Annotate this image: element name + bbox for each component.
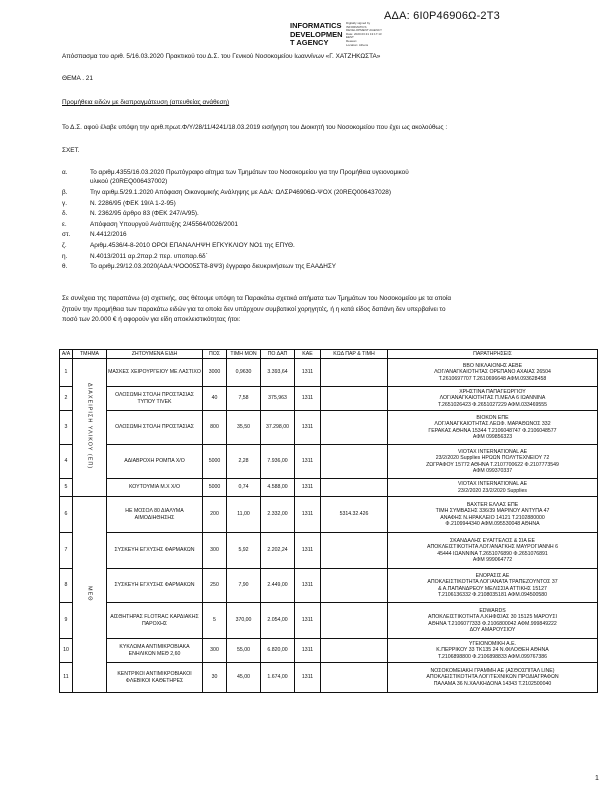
ada-code: ΑΔΑ: 6Ι0Ρ46906Ω-2Τ3: [384, 10, 500, 22]
logo-line: T AGENCY: [290, 38, 329, 47]
row-quantity: 200: [203, 497, 227, 533]
row-item: ΟΛΟΣΩΜΗ ΣΤΟΛΗ ΠΡΟΣΤΑΣΙΑΣ: [107, 411, 203, 445]
row-quantity: 5: [203, 603, 227, 639]
signature-detail-line: Digitally signed by: [346, 21, 371, 25]
row-code: [321, 569, 388, 603]
table-row: [60, 445, 598, 479]
row-total: 2.202,24: [261, 533, 295, 569]
paragraph-line: ζητούν την προμήθεια των παρακάτω ειδών για τα οποία δεν υπάρχουν συμβατικοί χορηγητές, ή η κατά είδος δαπάνη δεν υπερβαίνει το: [62, 305, 446, 313]
row-notes: VIOTAX INTERNATIONAL AE 23/2/2020 23/2/2020 Supplies: [388, 479, 598, 497]
row-total: 6.820,00: [261, 639, 295, 663]
row-item: ΚΟΥΤΟΥΜΙΑ Μ.Χ Χ/Ο: [107, 479, 203, 497]
row-aa: 5: [60, 479, 73, 497]
row-unit-price: 5,92: [227, 533, 261, 569]
row-notes: ΒΙΟΚΟΝ ΕΠΕ ΛΟΓ/ΑΝΑΓΚΑΙΟΤΗΤΑΣ ΛΕΩΦ. ΜΑΡΑΘΩΝΟΣ 332 ΓΕΡΑΚΑΣ ΑΘΗΝΑ 15344 Τ.2106048747 Φ.2106048577 ΑΦΜ 099856323: [388, 411, 598, 445]
signature-detail-line: Date: 2020.03.31 13:17:13: [346, 31, 382, 36]
row-aa: 1: [60, 359, 73, 387]
row-total: 375,963: [261, 387, 295, 411]
row-code: [321, 533, 388, 569]
row-total: 2.332,00: [261, 497, 295, 533]
row-code: [321, 663, 388, 693]
row-unit-price: 370,00: [227, 603, 261, 639]
signature-detail-line: EEST: [346, 35, 354, 40]
row-item: ΚΥΚΛΩΜΑ ΑΝΤΙΜΙΚΡΟΒΙΑΚΑ ΕΝΗΛΙΚΩΝ ΜΕΘ 2,60: [107, 639, 203, 663]
department-label: ΜΕΘ: [86, 585, 93, 602]
table-row: [60, 479, 598, 497]
row-notes: VIOTAX INTERNATIONAL AE 23/2/2020 Supplies ΗΡΩΩΝ ΠΟΛΥΤΕΧΝΕΙΟΥ 72 ΖΩΓΡΑΦΟΥ 15772 ΑΘΗΝΑ Τ.2107700622 Φ.2107773549 ΑΦΜ 099370337: [388, 445, 598, 479]
row-total: 3.393,64: [261, 359, 295, 387]
table-row: [60, 603, 598, 639]
row-code: 5314.32.426: [321, 497, 388, 533]
paragraph-line: Σε συνέχεια της παραπάνω (α) σχετικής, σας θέτουμε υπόψη τα Παρακάτω σχετικά αιτήματα των Τμημάτων του Νοσοκομείου με τα οποία: [62, 295, 452, 302]
row-total: 7.936,00: [261, 445, 295, 479]
row-notes: ΥΓΕΙΟΝΟΜΙΚΗ Α.Ε. Κ.ΠΕΡΡΙΚΟΥ 33 ΤΚ135 24 Ν.ΦΙΛΟΘΕΗ ΑΘΗΝΑ Τ.2106898800 Φ.2106898833 ΑΦΜ.099767386: [388, 639, 598, 663]
signature-detail-line: Location: Athens: [346, 42, 369, 47]
table-row: [60, 569, 598, 603]
table-body: [60, 359, 598, 693]
signature-detail-line: INFORMATICS: [346, 24, 367, 29]
row-total: 1.674,00: [261, 663, 295, 693]
table-row: [60, 497, 598, 533]
department-group: [73, 497, 107, 693]
row-aa: 4: [60, 445, 73, 479]
row-aa: 7: [60, 533, 73, 569]
intro-paragraph: Το Δ.Σ. αφού έλαβε υπόψη την αριθ.πρωτ.Φ/Υ/28/11/4241/18.03.2019 εισήγηση του Διοικητή του Νοσοκομείου που έχει ως ακολούθως :: [62, 124, 448, 131]
row-quantity: 3000: [203, 359, 227, 387]
page-number: 1: [595, 775, 599, 782]
row-quantity: 5000: [203, 445, 227, 479]
row-notes: EDWARDS ΑΠΟΚΛΕΙΣΤΙΚΟΤΗΤΑ Λ.ΚΗΦΙΣΙΑΣ 30 15125 ΜΑΡΟΥΣΙ ΑΘΗΝΑ Τ.2106077333 Φ.2106800042 ΑΦΜ.999849222 ΔΟΥ ΑΜΑΡΟΥΣΙΟΥ: [388, 603, 598, 639]
row-item: ΑΔΙΑΒΡΟΧΗ ΡΟΜΠΑ Χ/Ο: [107, 445, 203, 479]
paragraph-line: ποσό των 20.000 € ή αφορούν για είδη αποκλειστικότητας ήτοι:: [62, 316, 241, 323]
row-unit-price: 35,50: [227, 411, 261, 445]
header-department: ΤΜΗΜΑ: [73, 350, 107, 359]
row-kae: 1311: [295, 569, 321, 603]
row-kae: 1311: [295, 387, 321, 411]
table-row: [60, 639, 598, 663]
row-item: ΗΕ ΜΟΣΟΛ 80 ΔΙΑΛΥΜΑ ΑΙΜΟΔΙΗΘΗΣΗΣ: [107, 497, 203, 533]
subject-line: Προμήθεια ειδών με διαπραγμάτευση (απευθείας ανάθεση): [62, 99, 230, 106]
thema: ΘΕΜΑ . 21: [62, 75, 93, 82]
header-unit-price: ΤΙΜΗ ΜΟΝ: [227, 350, 261, 359]
row-total: 4.588,00: [261, 479, 295, 497]
row-quantity: 250: [203, 569, 227, 603]
row-quantity: 30: [203, 663, 227, 693]
row-item: ΜΑΣΚΕΣ ΧΕΙΡΟΥΡΓΕΙΟΥ ΜΕ ΛΑΣΤΙΧΟ: [107, 359, 203, 387]
row-unit-price: 0,9630: [227, 359, 261, 387]
row-total: 2.054,00: [261, 603, 295, 639]
row-unit-price: 2,28: [227, 445, 261, 479]
header-notes: ΠΑΡΑΤΗΡΗΣΕΙΣ: [388, 350, 598, 359]
department-label: ΔΙΑΧΕΙΡΙΣΗ ΥΛΙΚΟΥ (ΕΠ): [86, 383, 93, 470]
header-items: ΖΗΤΟΥΜΕΝΑ ΕΙΔΗ: [107, 350, 203, 359]
row-code: [321, 359, 388, 387]
row-item: ΚΕΝΤΡΙΚΟΙ ΑΝΤΙΜΙΚΡΟΒΙΑΚΟΙ ΦΛΕΒΙΚΟΙ ΚΑΘΕΤΗΡΕΣ: [107, 663, 203, 693]
row-code: [321, 603, 388, 639]
signature-logo-title: [290, 22, 343, 48]
row-kae: 1311: [295, 639, 321, 663]
row-item: ΑΙΣΘΗΤΗΡΑΣ FLOTRAC ΚΑΡΔΙΑΚΗΣ ΠΑΡΟΧΗΣ: [107, 603, 203, 639]
row-code: [321, 411, 388, 445]
row-notes: ΕΝΟΡΑΣΙΣ ΑΕ ΑΠΟΚΛΕΙΣΤΙΚΟΤΗΤΑ ΛΟΓ/ΑΝΑΤΑ ΤΡΑΠΕΖΟΥΝΤΟΣ 37 & Α.ΠΑΠΑΝΔΡΕΟΥ ΜΕΛΙΣΣΙΑ ΑΤΤΙΚΗΣ 15127 Τ.2106136332 Φ.2108035181 ΑΦΜ.094500580: [388, 569, 598, 603]
decision-line: Απόσπασμα του αριθ. 5/16.03.2020 Πρακτικού του Δ.Σ. του Γενικού Νοσοκομείου Ιωαννίνων «Γ. ΧΑΤΖΗΚΩΣΤΑ»: [62, 53, 381, 60]
row-unit-price: 0,74: [227, 479, 261, 497]
logo-line: INFORMATICS: [290, 21, 342, 30]
table-header-row: [60, 350, 598, 359]
row-code: [321, 479, 388, 497]
row-aa: 6: [60, 497, 73, 533]
legal-title: ΣΧΕΤ.: [62, 147, 80, 154]
row-code: [321, 639, 388, 663]
table-row: [60, 387, 598, 411]
row-aa: 3: [60, 411, 73, 445]
row-kae: 1311: [295, 497, 321, 533]
table-row: [60, 533, 598, 569]
table-row: [60, 411, 598, 445]
header-aa: Α/Α: [60, 350, 73, 359]
table-row: [60, 663, 598, 693]
row-aa: 9: [60, 603, 73, 639]
row-notes: ΝΟΣΟΚΟΜΕΙΑΚΗ ΓΡΑΜΜΗ ΑΕ (ΑΣΘΟΣΠΙΤΑΛ LINE) ΑΠΟΚΛΕΙΣΤΙΚΟΤΗΤΑ ΛΟΓ/ΤΕΧΝΙΚΩΝ ΠΡΟΔΙΑΓΡΑΦΩΝ ΠΑΛΑΜΑ 36 Ν.ΧΑΛΚΗΔΟΝΑ 14343 Τ.2102500040: [388, 663, 598, 693]
row-notes: ΧΡΗΣΤΙΝΑ ΠΑΠΑΓΕΩΡΓΙΟΥ ΛΟΓ/ΑΝΑΓΚΑΙΟΤΗΤΑΣ Π.ΜΕΛΑ 6 ΙΩΑΝΝΙΝΑ Τ.2651026423 Φ.2651027229 ΑΦΜ.033469555: [388, 387, 598, 411]
row-unit-price: 45,00: [227, 663, 261, 693]
context-paragraph: [62, 294, 451, 326]
items-table: [59, 349, 598, 693]
table-row: [60, 359, 598, 387]
row-item: ΣΥΣΚΕΥΗ ΕΓΧΥΣΗΣ ΦΑΡΜΑΚΩΝ: [107, 569, 203, 603]
department-group: [73, 359, 107, 497]
row-code: [321, 445, 388, 479]
signature-details: [346, 22, 382, 47]
row-item: ΣΥΣΚΕΥΗ ΕΓΧΥΣΗΣ ΦΑΡΜΑΚΩΝ: [107, 533, 203, 569]
header-total: ΠΟ ΔΑΠ: [261, 350, 295, 359]
header-kae: ΚΑΕ: [295, 350, 321, 359]
header-quantity: ΠΟΣ: [203, 350, 227, 359]
row-unit-price: 11,00: [227, 497, 261, 533]
row-kae: 1311: [295, 411, 321, 445]
row-notes: BAXTER ΕΛΛΑΣ ΕΠΕ ΤΙΜΗ ΣΥΜΒΑΣΗΣ 336/39 ΜΑΡΙΝΟΥ ΑΝΤΥΠΑ 47 ΑΝΑΦΗΣ Ν.ΗΡΑΚΛΕΙΟ 14121 Τ.2102880000 Φ.2109944340 ΑΦΜ.095530048 ΑΘΗΝΑ: [388, 497, 598, 533]
row-kae: 1311: [295, 479, 321, 497]
row-kae: 1311: [295, 603, 321, 639]
row-aa: 8: [60, 569, 73, 603]
row-quantity: 5000: [203, 479, 227, 497]
header-code: ΚΩΔ ΠΑΡ & ΤΙΜΗ: [321, 350, 388, 359]
row-notes: ΒΒΟ ΝΙΚΛΑΙΟΝΗΣ ΑΕΒΕ ΛΟΓ/ΑΝΑΓΚΑΙΟΤΗΤΑΣ ΟΡΕΠΑΝΟ ΑΧΑΙΑΣ 26504 Τ.2610697707 Τ.2610696648 ΑΦΜ.093628458: [388, 359, 598, 387]
row-unit-price: 7,90: [227, 569, 261, 603]
row-quantity: 300: [203, 533, 227, 569]
row-kae: 1311: [295, 359, 321, 387]
signature-detail-line: DEVELOPMENT AGENCY: [346, 28, 382, 33]
row-notes: ΣΚΑΝΔΑΛΗΣ ΕΥΑΓΓΕΛΟΣ & ΣΙΑ ΕΕ ΑΠΟΚΛΕΙΣΤΙΚΟΤΗΤΑ ΛΟΓ/ΑΝΑΓΚΗΣ ΜΑΥΡΟΓΙΑΝΝΗ 6 45444 ΙΩΑΝΝΙΝΑ Τ.2651076890 Φ.2651076891 ΑΦΜ 999064772: [388, 533, 598, 569]
row-aa: 11: [60, 663, 73, 693]
row-quantity: 40: [203, 387, 227, 411]
row-code: [321, 387, 388, 411]
row-total: 2.449,00: [261, 569, 295, 603]
row-aa: 2: [60, 387, 73, 411]
logo-line: DEVELOPMEN: [290, 29, 343, 39]
row-kae: 1311: [295, 533, 321, 569]
row-unit-price: 55,00: [227, 639, 261, 663]
row-kae: 1311: [295, 663, 321, 693]
signature-detail-line: Reason:: [346, 38, 358, 43]
row-total: 37.298,00: [261, 411, 295, 445]
row-quantity: 800: [203, 411, 227, 445]
row-unit-price: 7,58: [227, 387, 261, 411]
row-item: ΟΛΟΣΩΜΗ ΣΤΟΛΗ ΠΡΟΣΤΑΣΙΑΣ ΤΥΠΟΥ TIVEK: [107, 387, 203, 411]
row-aa: 10: [60, 639, 73, 663]
row-kae: 1311: [295, 445, 321, 479]
row-quantity: 300: [203, 639, 227, 663]
